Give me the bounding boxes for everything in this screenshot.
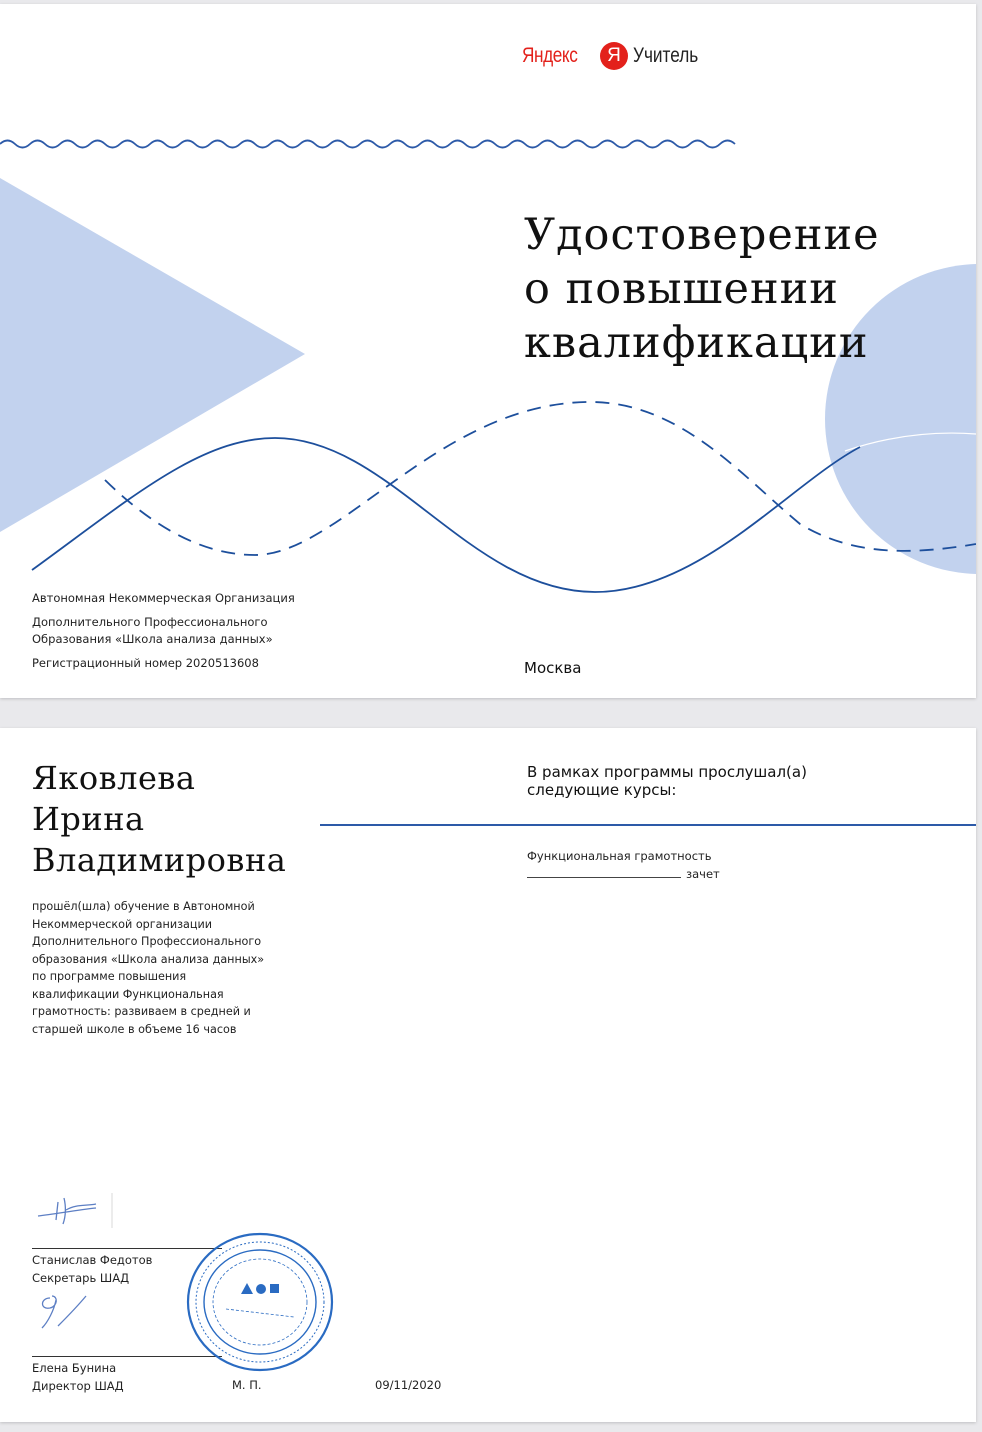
signature-bunina (36, 1286, 106, 1336)
certificate-cover-page (0, 4, 976, 698)
city-label: Москва (524, 659, 582, 677)
courses-heading (527, 763, 807, 799)
first-name: Ирина (32, 800, 145, 838)
courses-heading-line: следующие курсы: (527, 781, 677, 799)
ya-circle-icon: Я (600, 42, 628, 70)
title-line: квалификации (524, 318, 869, 368)
signer-director (32, 1359, 124, 1395)
certificate-title (524, 208, 880, 370)
uchitel-wordmark: Учитель (633, 44, 699, 67)
certificate-details-page (0, 728, 976, 1422)
course-name: Функциональная грамотность (527, 849, 712, 863)
recipient-name (32, 758, 286, 881)
surname: Яковлева (32, 759, 196, 797)
yandex-wordmark: Яндекс (522, 44, 578, 67)
title-line: о повышении (524, 264, 839, 314)
courses-heading-line: В рамках программы прослушал(а) (527, 763, 807, 781)
signer-role: Секретарь ШАД (32, 1271, 130, 1285)
org-line: Автономная Некоммерческая Организация (32, 591, 295, 605)
course-grade-row (527, 867, 720, 881)
patronymic: Владимировна (32, 841, 287, 879)
signer-name: Елена Бунина (32, 1361, 117, 1375)
organization-info (32, 590, 295, 672)
yandex-uchitel-logo (522, 42, 713, 70)
signer-secretary (32, 1251, 152, 1287)
solid-wave (32, 438, 860, 592)
issue-date: 09/11/2020 (375, 1378, 442, 1392)
signer-name: Станислав Федотов (32, 1253, 153, 1267)
course-result: зачет (686, 867, 720, 881)
official-stamp (186, 1231, 336, 1373)
wavy-line (0, 141, 735, 148)
stamp-mark-label: М. П. (232, 1378, 262, 1392)
training-description: прошёл(шла) обучение в Автономной Некоммерческой организации Дополнительного Профессионального образования «Школа анализа данных» по программе повышения квалификации Функциональная грамотность: развиваем в средней и старшей школе в объеме 16 часов (32, 900, 265, 1036)
triangle-shape (0, 178, 305, 532)
org-line: Образования «Школа анализа данных» (32, 632, 273, 646)
grade-underline (527, 867, 681, 878)
org-line: Дополнительного Профессионального (32, 615, 268, 629)
divider-line (320, 824, 976, 826)
signer-role: Директор ШАД (32, 1379, 124, 1393)
signature-fedotov (36, 1190, 126, 1232)
registration-number: Регистрационный номер 2020513608 (32, 656, 259, 670)
title-line: Удостоверение (524, 210, 880, 260)
